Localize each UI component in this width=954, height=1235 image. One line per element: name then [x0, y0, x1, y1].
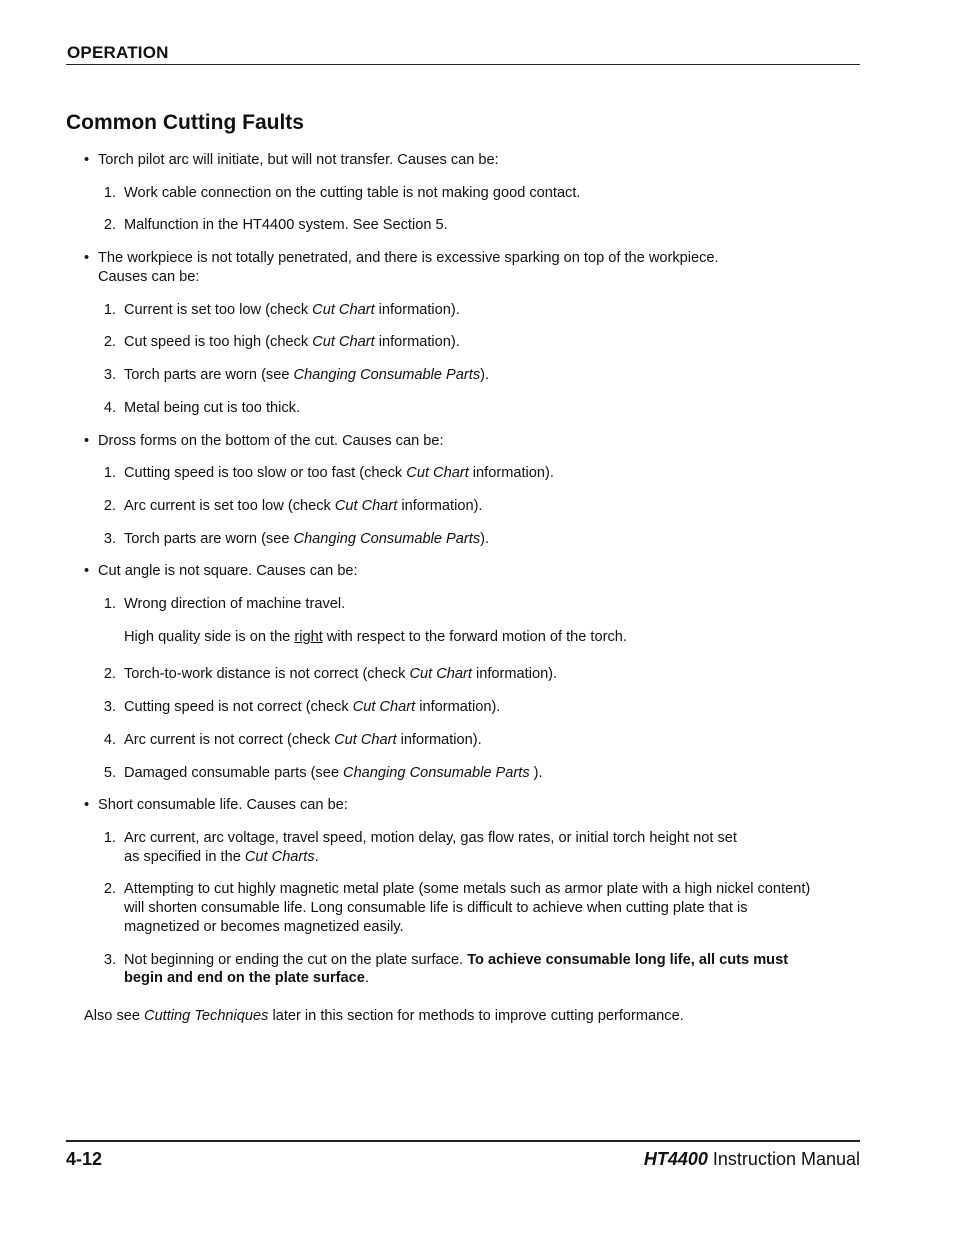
cut-charts-reference: Cut Charts [244, 849, 315, 865]
item-number: 2. [103, 334, 116, 350]
list-item: Wrong direction of machine travel. [124, 596, 346, 612]
page-title: Common Cutting Faults [66, 111, 304, 134]
cut-chart-reference: Cut Chart [409, 666, 472, 682]
bullet-marker: • [84, 797, 90, 813]
closing-note: Also see Cutting Techniques later in this section for methods to improve cutting performance. [84, 1008, 684, 1024]
cut-chart-reference: Cut Chart [352, 699, 416, 715]
list-item-note: High quality side is on the right with respect to the forward motion of the torch. [124, 629, 627, 645]
item-number: 3. [103, 699, 116, 715]
list-item: Malfunction in the HT4400 system. See Section 5. [124, 217, 448, 233]
cut-chart-reference: Cut Chart [312, 334, 375, 350]
bullet-marker: • [84, 152, 90, 168]
item-number: 1. [103, 302, 116, 318]
cut-chart-reference: Cut Chart [334, 498, 398, 514]
list-item: Arc current is not correct (check Cut Chart information). [124, 732, 482, 748]
list-item-continued: as specified in the Cut Charts. [124, 849, 319, 865]
bullet-text: Cut angle is not square. Causes can be: [98, 563, 358, 579]
item-number: 2. [103, 881, 116, 897]
item-number: 2. [103, 498, 116, 514]
item-number: 2. [103, 666, 116, 682]
list-item: Damaged consumable parts (see Changing Consumable Parts ). [124, 765, 543, 781]
item-number: 1. [103, 596, 116, 612]
page-number: 4-12 [66, 1149, 103, 1169]
item-number: 2. [103, 217, 116, 233]
bold-emphasis: begin and end on the plate surface [124, 970, 365, 986]
list-item: Torch parts are worn (see Changing Consumable Parts). [124, 367, 490, 383]
item-number: 1. [103, 465, 116, 481]
list-item-continued: will shorten consumable life. Long consumable life is difficult to achieve when cutting plate that is [124, 900, 748, 916]
model-name: HT4400 [643, 1149, 708, 1169]
header-section-title: OPERATION [67, 43, 169, 62]
footer-rule [66, 1140, 860, 1142]
cut-chart-reference: Cut Chart [334, 732, 397, 748]
list-item: Cut speed is too high (check Cut Chart information). [124, 334, 460, 350]
bullet-text-continued: Causes can be: [98, 269, 200, 285]
cut-chart-reference: Cut Chart [312, 302, 375, 318]
underlined-emphasis: right [294, 629, 323, 645]
item-number: 1. [103, 830, 116, 846]
list-item: Work cable connection on the cutting table is not making good contact. [124, 185, 581, 201]
item-number: 3. [103, 367, 116, 383]
list-item: Arc current, arc voltage, travel speed, motion delay, gas flow rates, or initial torch height not set [124, 830, 737, 846]
bullet-text: Torch pilot arc will initiate, but will not transfer. Causes can be: [98, 152, 499, 168]
cutting-techniques-reference: Cutting Techniques [144, 1008, 269, 1024]
list-item-continued: begin and end on the plate surface. [124, 970, 369, 986]
consumable-parts-reference: Changing Consumable Parts [343, 765, 530, 781]
cut-chart-reference: Cut Chart [406, 465, 469, 481]
bullet-marker: • [84, 563, 90, 579]
bullet-text: Dross forms on the bottom of the cut. Causes can be: [98, 433, 444, 449]
item-number: 4. [103, 732, 116, 748]
list-item: Cutting speed is not correct (check Cut Chart information). [124, 699, 501, 715]
list-item: Metal being cut is too thick. [124, 400, 301, 416]
bullet-marker: • [84, 433, 90, 449]
bullet-text: Short consumable life. Causes can be: [98, 797, 348, 813]
item-number: 3. [103, 952, 116, 968]
list-item: Current is set too low (check Cut Chart information). [124, 302, 460, 318]
bullet-text: The workpiece is not totally penetrated, and there is excessive sparking on top of the workpiece. [98, 250, 719, 266]
list-item-continued: magnetized or becomes magnetized easily. [124, 919, 404, 935]
list-item: Arc current is set too low (check Cut Chart information). [124, 498, 483, 514]
consumable-parts-reference: Changing Consumable Parts [293, 367, 481, 383]
consumable-parts-reference: Changing Consumable Parts [293, 531, 481, 547]
item-number: 5. [103, 765, 116, 781]
item-number: 4. [103, 400, 116, 416]
list-item: Not beginning or ending the cut on the plate surface. To achieve consumable long life, all cuts must [124, 952, 789, 968]
list-item: Attempting to cut highly magnetic metal plate (some metals such as armor plate with a high nickel content) [124, 881, 811, 897]
list-item: Cutting speed is too slow or too fast (check Cut Chart information). [124, 465, 554, 481]
bold-emphasis: To achieve consumable long life, all cuts must [467, 952, 789, 968]
item-number: 1. [103, 185, 116, 201]
bullet-marker: • [84, 250, 90, 266]
item-number: 3. [103, 531, 116, 547]
manual-title: HT4400 Instruction Manual [643, 1149, 860, 1169]
list-item: Torch parts are worn (see Changing Consumable Parts). [124, 531, 490, 547]
header-rule [66, 64, 860, 65]
list-item: Torch-to-work distance is not correct (check Cut Chart information). [124, 666, 558, 682]
